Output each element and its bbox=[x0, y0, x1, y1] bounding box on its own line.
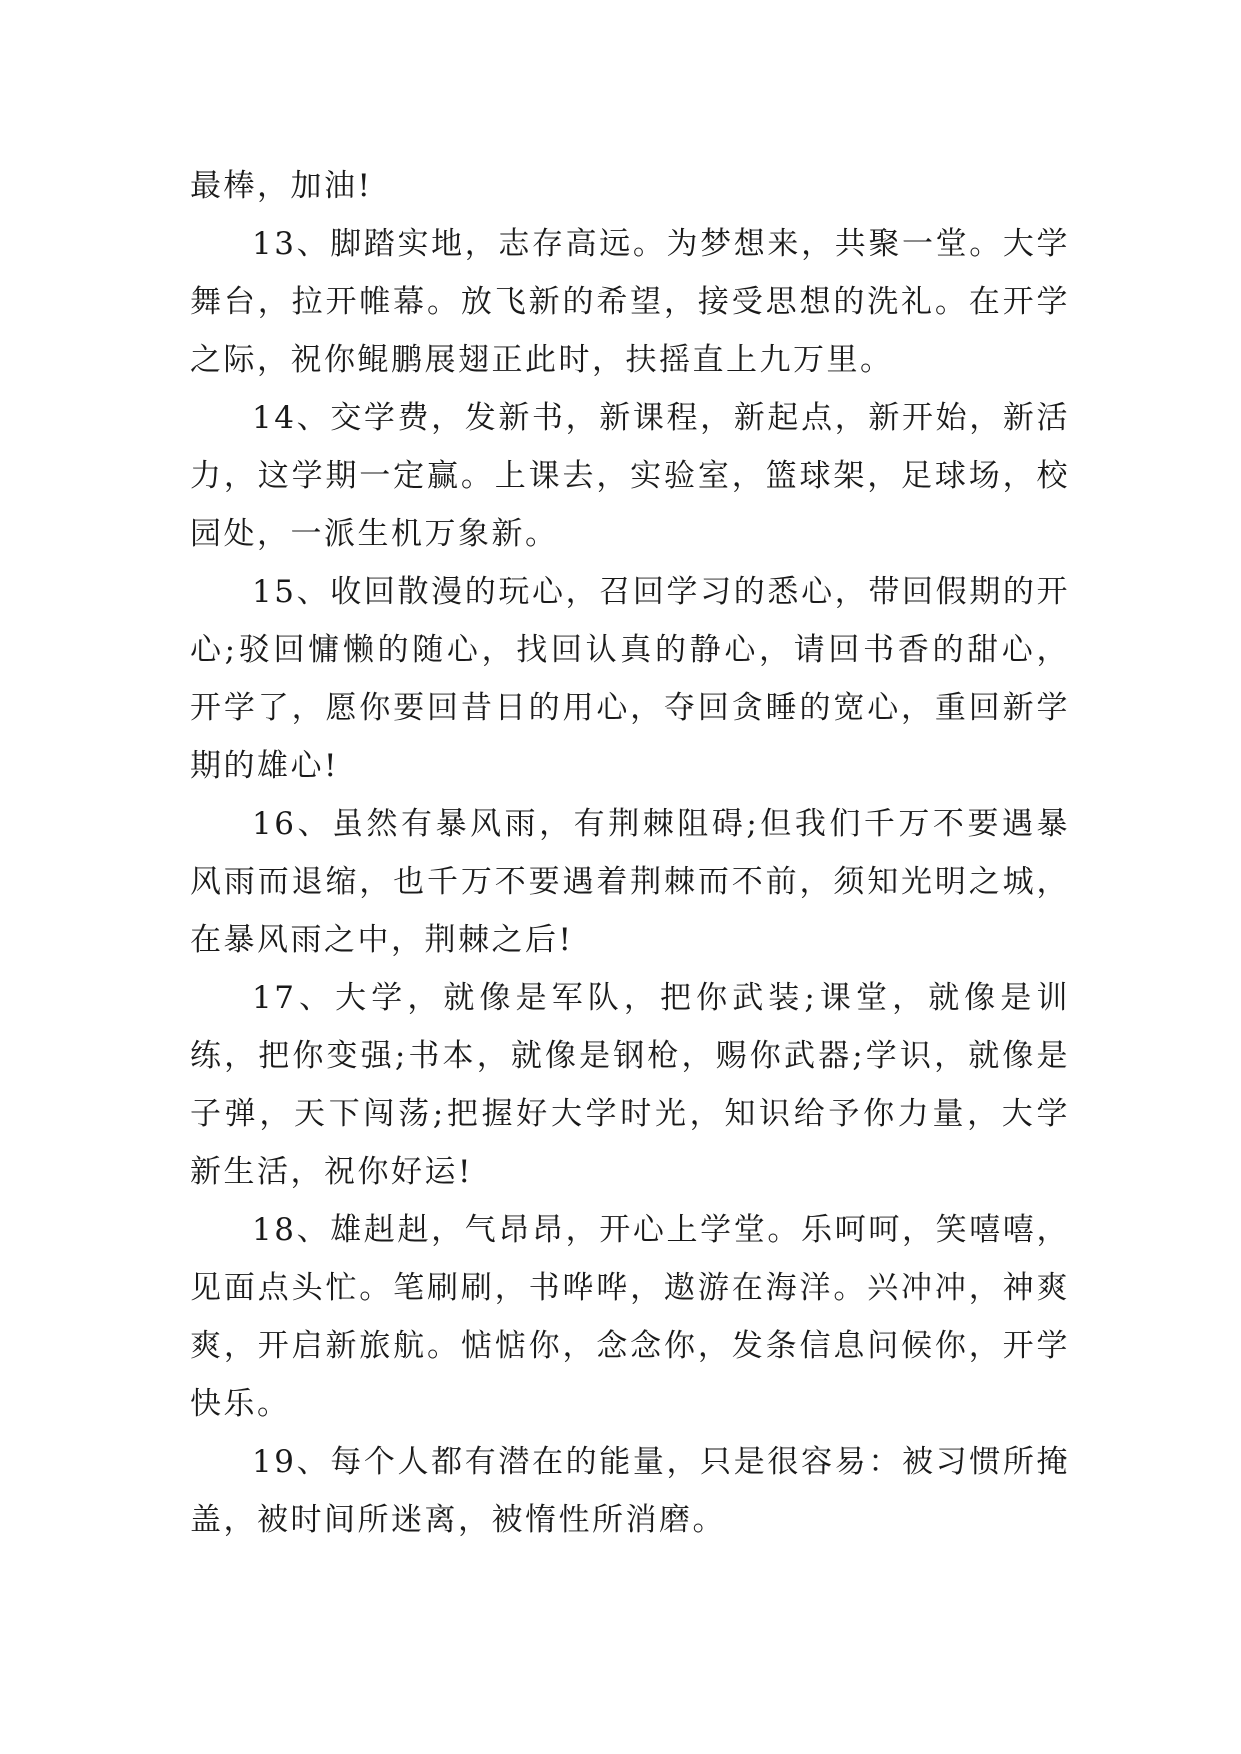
paragraph-continuation: 最棒，加油! bbox=[190, 168, 373, 204]
paragraph-16: 16、虽然有暴风雨，有荆棘阻碍;但我们千万不要遇暴风雨而退缩，也千万不要遇着荆棘而不前，须知光明之城，在暴风雨之中，荆棘之后! bbox=[190, 806, 1070, 958]
paragraph-15: 15、收回散漫的玩心，召回学习的悉心，带回假期的开心;驳回慵懒的随心，找回认真的静心，请回书香的甜心，开学了，愿你要回昔日的用心，夺回贪睡的宽心，重回新学期的雄心! bbox=[190, 574, 1070, 784]
paragraph-18: 18、雄赳赳，气昂昂，开心上学堂。乐呵呵，笑嘻嘻，见面点头忙。笔刷刷，书哗哗，遨游在海洋。兴冲冲，神爽爽，开启新旅航。惦惦你，念念你，发条信息问候你，开学快乐。 bbox=[190, 1212, 1070, 1422]
paragraph-17: 17、大学，就像是军队，把你武装;课堂，就像是训练，把你变强;书本，就像是钢枪，赐你武器;学识，就像是子弹，天下闯荡;把握好大学时光，知识给予你力量，大学新生活，祝你好运! bbox=[190, 980, 1070, 1190]
document-body bbox=[190, 157, 1070, 1549]
paragraph-19: 19、每个人都有潜在的能量，只是很容易：被习惯所掩盖，被时间所迷离，被惰性所消磨。 bbox=[190, 1444, 1070, 1538]
paragraph-14: 14、交学费，发新书，新课程，新起点，新开始，新活力，这学期一定赢。上课去，实验室，篮球架，足球场，校园处，一派生机万象新。 bbox=[190, 400, 1070, 552]
paragraph-13: 13、脚踏实地，志存高远。为梦想来，共聚一堂。大学舞台，拉开帷幕。放飞新的希望，接受思想的洗礼。在开学之际，祝你鲲鹏展翅正此时，扶摇直上九万里。 bbox=[190, 226, 1070, 378]
